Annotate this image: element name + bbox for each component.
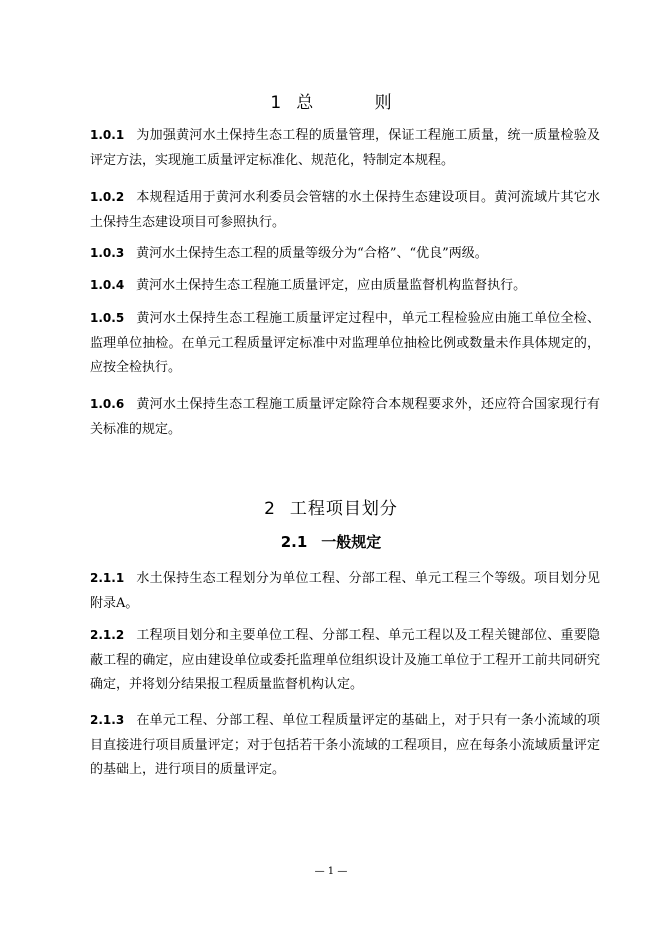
chapter-title: 总 则 <box>296 93 420 113</box>
clause-text: 黄河水土保持生态工程施工质量评定除符合本规程要求外，还应符合国家现行有关标准的规定。 <box>90 397 600 437</box>
clause-text: 黄河水土保持生态工程施工质量评定，应由质量监督机构监督执行。 <box>136 278 527 293</box>
clause-text: 黄河水土保持生态工程施工质量评定过程中，单元工程检验应由施工单位全检、监理单位抽检。在单元工程质量评定标准中对监理单位抽检比例或数量未作具体规定的，应按全检执行。 <box>90 311 600 375</box>
section-number: 2.1 <box>280 533 308 551</box>
clause-text: 为加强黄河水土保持生态工程的质量管理，保证工程施工质量，统一质量检验及评定方法，实现施工质量评定标准化、规范化，特制定本规程。 <box>90 128 600 168</box>
section-heading <box>0 531 662 552</box>
clause-number: 1.0.1 <box>90 128 125 142</box>
page-number: — 1 — <box>314 866 348 877</box>
chapter-number: 1 <box>270 93 283 113</box>
clause-text: 黄河水土保持生态工程的质量等级分为“合格”、“优良”两级。 <box>136 246 488 261</box>
clause <box>90 623 600 698</box>
clause-number: 2.1.3 <box>90 713 125 727</box>
clause-text: 本规程适用于黄河水利委员会管辖的水土保持生态建设项目。黄河流域片其它水土保持生态建设项目可参照执行。 <box>90 190 600 230</box>
clause <box>90 123 600 173</box>
section-title: 一般规定 <box>321 533 382 551</box>
clause-number: 1.0.6 <box>90 397 125 411</box>
clause <box>90 273 600 299</box>
clause-number: 1.0.4 <box>90 278 125 292</box>
clause <box>90 392 600 442</box>
clause-number: 1.0.3 <box>90 246 125 260</box>
chapter-number: 2 <box>264 499 276 519</box>
chapter-1-heading <box>0 88 662 113</box>
clause-number: 1.0.2 <box>90 190 125 204</box>
clause <box>90 241 600 267</box>
clause <box>90 306 600 381</box>
clause-number: 2.1.2 <box>90 628 125 642</box>
clause <box>90 566 600 616</box>
clause <box>90 708 600 783</box>
clause-number: 1.0.5 <box>90 311 125 325</box>
clause-text: 水土保持生态工程划分为单位工程、分部工程、单元工程三个等级。项目划分见附录A。 <box>90 571 600 611</box>
clause-text: 工程项目划分和主要单位工程、分部工程、单元工程以及工程关键部位、重要隐蔽工程的确定，应由建设单位或委托监理单位组织设计及施工单位于工程开工前共同研究确定，并将划分结果报工程质量监督机构认定。 <box>90 628 600 692</box>
chapter-2-heading <box>0 494 662 519</box>
chapter-title: 工程项目划分 <box>289 499 398 519</box>
clause <box>90 185 600 235</box>
clause-number: 2.1.1 <box>90 571 125 585</box>
clause-text: 在单元工程、分部工程、单位工程质量评定的基础上，对于只有一条小流域的项目直接进行项目质量评定；对于包括若干条小流域的工程项目，应在每条小流域质量评定的基础上，进行项目的质量评定。 <box>90 713 600 777</box>
